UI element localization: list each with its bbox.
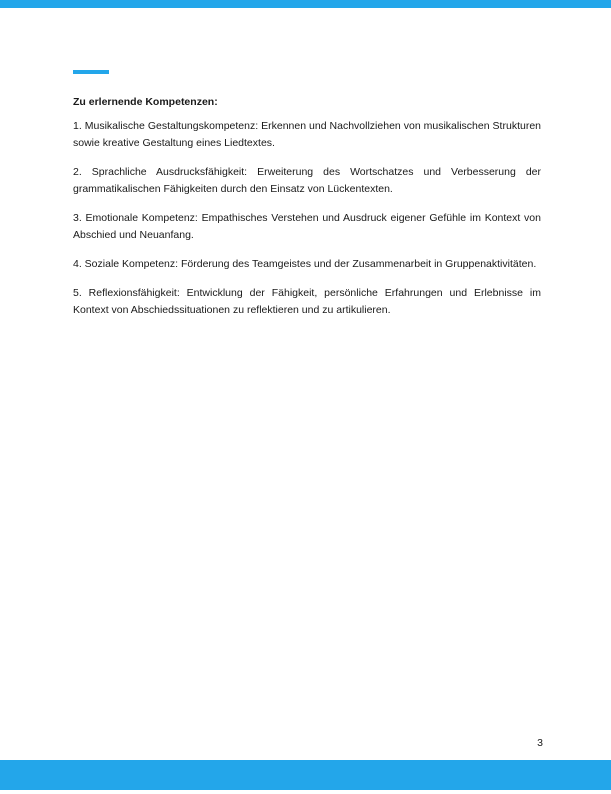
section-accent-line [73, 70, 109, 74]
competency-item: 4. Soziale Kompetenz: Förderung des Teamgeistes und der Zusammenarbeit in Gruppenaktivitäten. [73, 258, 537, 270]
competency-item: 2. Sprachliche Ausdrucksfähigkeit: Erweiterung des Wortschatzes und Verbesserung der grammatikalischen Fähigkeiten durch den Einsatz von Lückentexten. [73, 166, 541, 195]
bottom-accent-bar [0, 760, 611, 790]
competency-item: 5. Reflexionsfähigkeit: Entwicklung der Fähigkeit, persönliche Erfahrungen und Erlebnisse im Kontext von Abschiedssituationen zu reflektieren und zu artikulieren. [73, 287, 541, 316]
competencies-heading: Zu erlernende Kompetenzen: [73, 96, 218, 108]
competency-item: 1. Musikalische Gestaltungskompetenz: Erkennen und Nachvollziehen von musikalischen Strukturen sowie kreative Gestaltung eines Liedtextes. [73, 120, 541, 149]
document-content [73, 95, 541, 331]
competency-list [73, 118, 541, 319]
top-accent-bar [0, 0, 611, 8]
page-number: 3 [537, 737, 543, 749]
competency-item: 3. Emotionale Kompetenz: Empathisches Verstehen und Ausdruck eigener Gefühle im Kontext von Abschied und Neuanfang. [73, 212, 541, 241]
bottom-edge-strip [0, 790, 611, 794]
